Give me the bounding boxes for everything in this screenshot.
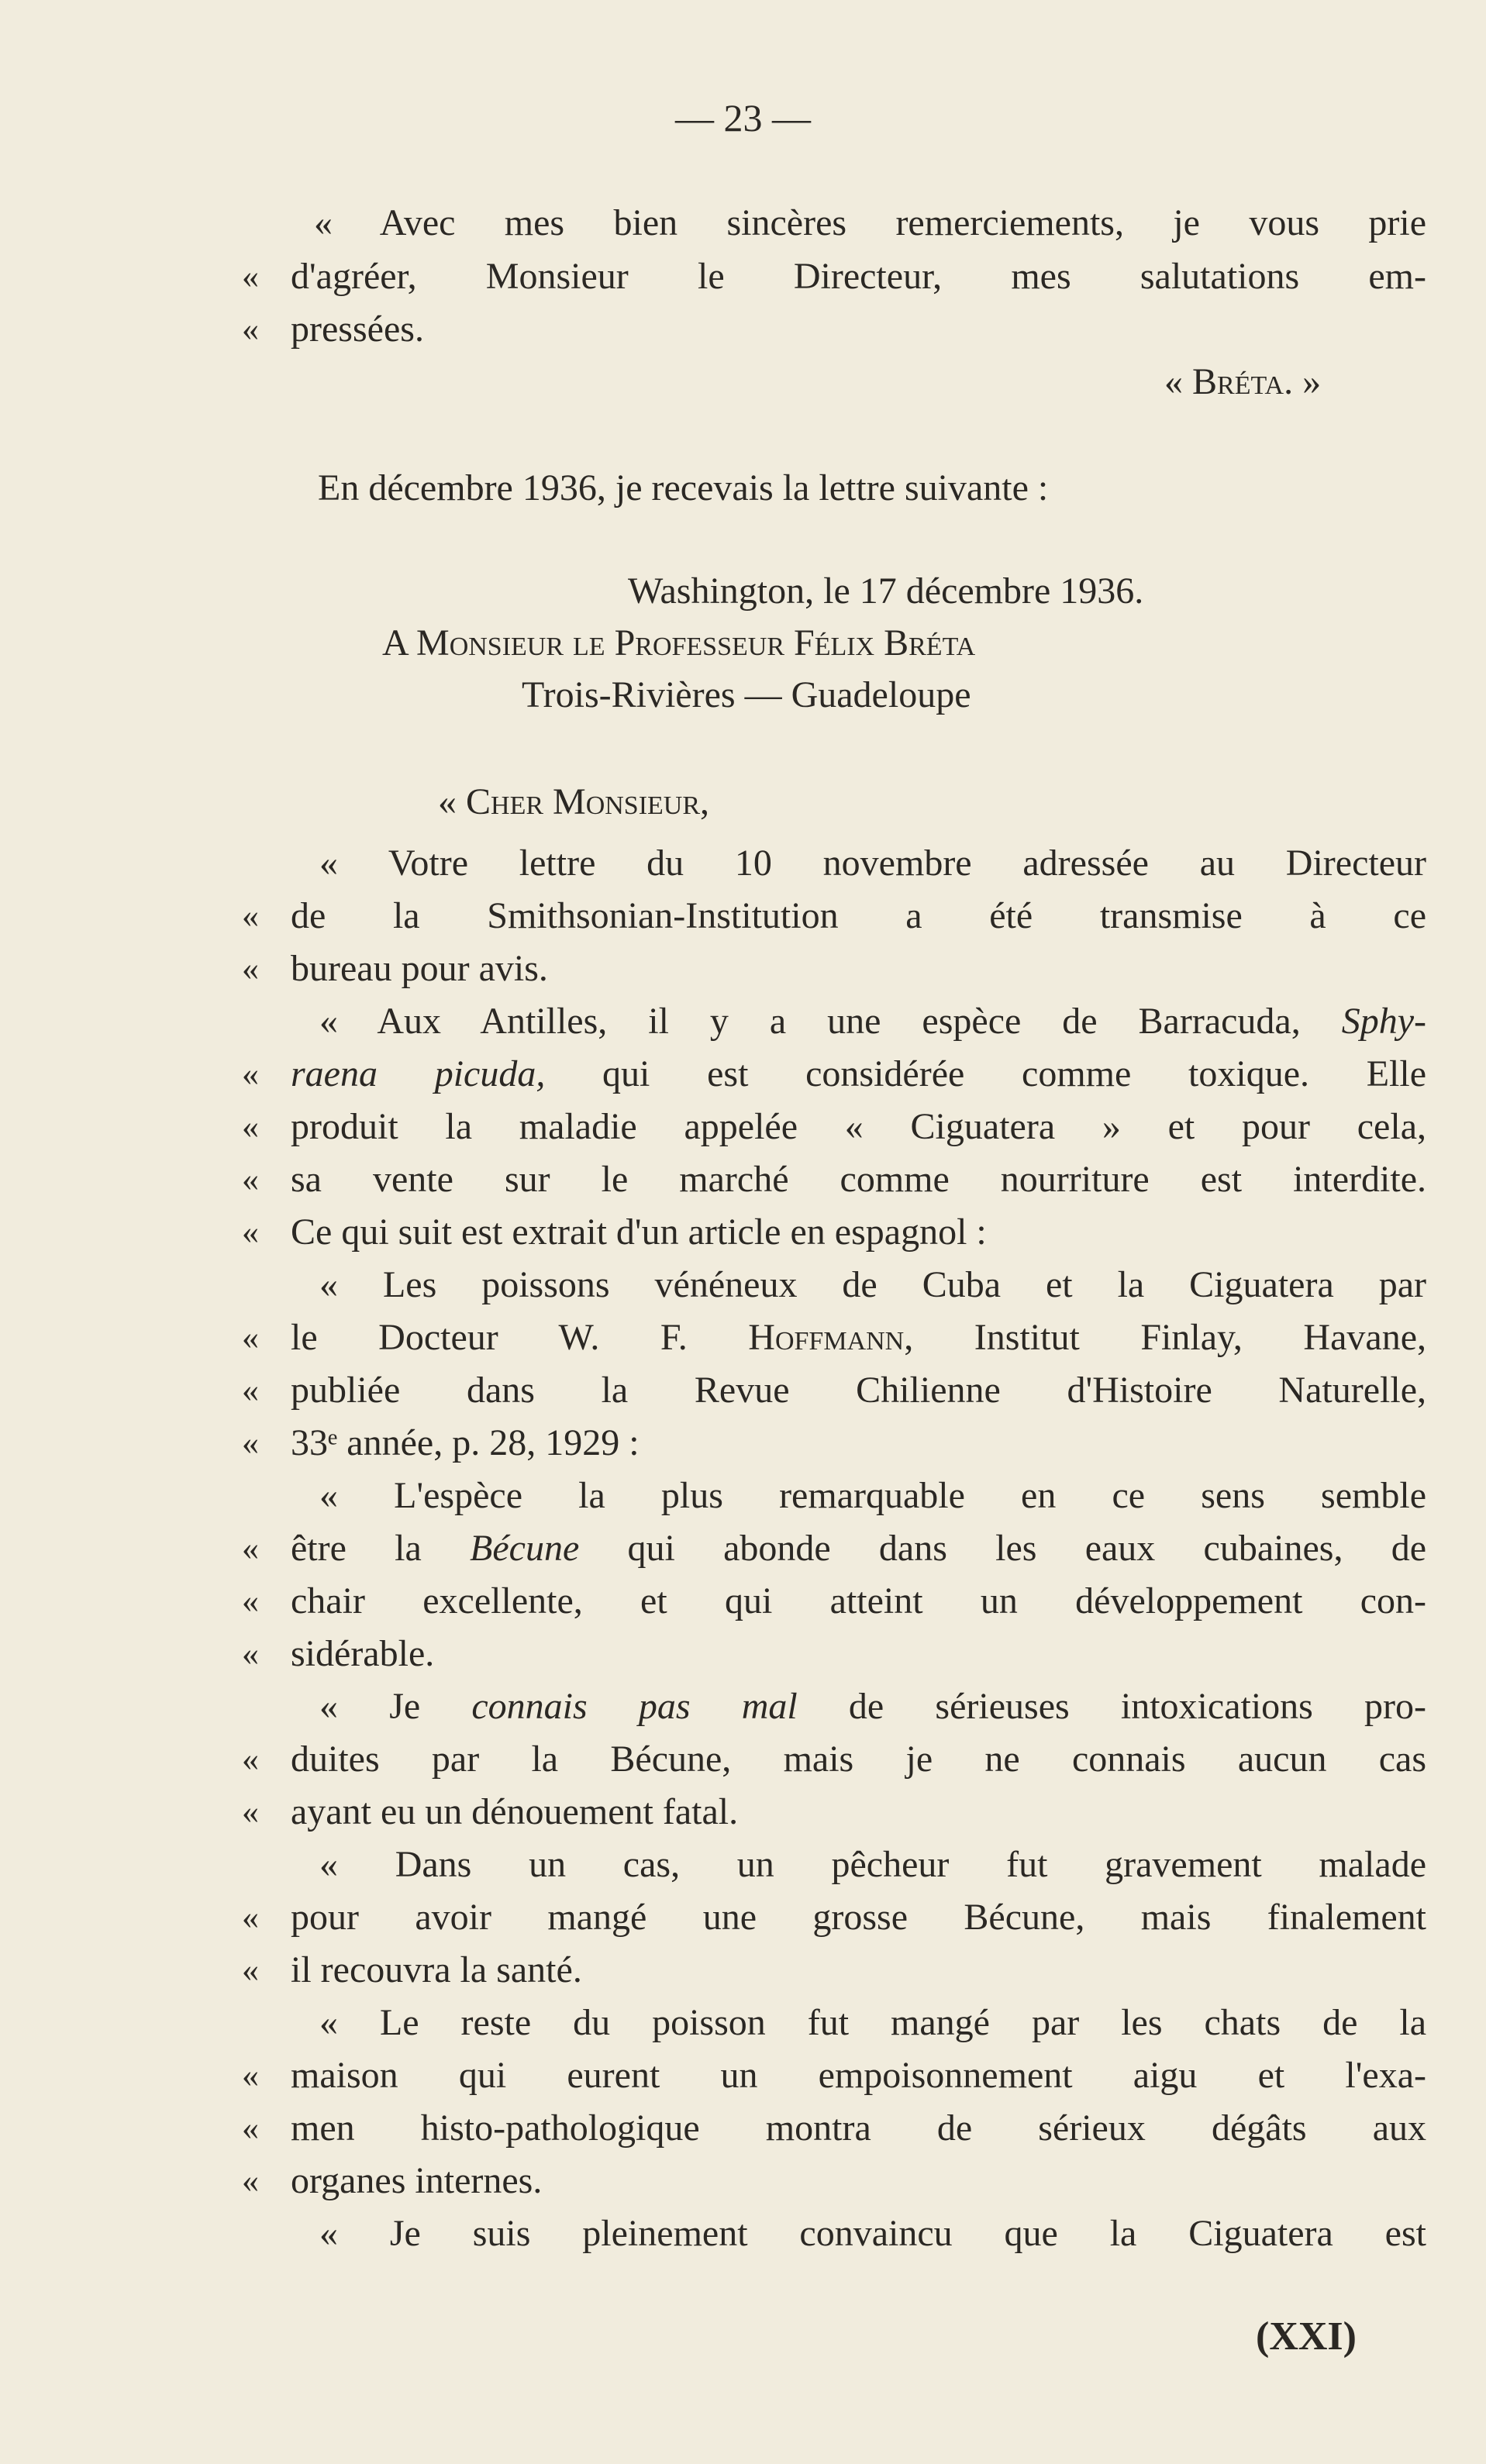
margin-quote: « xyxy=(242,1213,259,1251)
text-line: pressées. xyxy=(291,308,424,350)
salutation: « Cher Monsieur, xyxy=(438,781,710,822)
text-line: Ce qui suit est extrait d'un article en espagnol : xyxy=(291,1211,987,1253)
text-line: « Avec mes bien sincères remerciements, je vous prie xyxy=(314,202,1426,243)
recipient-location: Trois-Rivières — Guadeloupe xyxy=(522,674,971,715)
text-line: produit la maladie appelée « Ciguatera » et pour cela, xyxy=(291,1106,1426,1147)
margin-quote: « xyxy=(242,1160,259,1198)
text-line: 33ᵉ année, p. 28, 1929 : xyxy=(291,1422,640,1463)
signature-breta: « Bréta. » xyxy=(1164,361,1322,402)
margin-quote: « xyxy=(242,1108,259,1146)
margin-quote: « xyxy=(242,1055,259,1093)
text-line: le Docteur W. F. Hoffmann, Institut Finlay, Havane, xyxy=(291,1317,1427,1358)
margin-quote: « xyxy=(242,1371,259,1409)
text-line: « Le reste du poisson fut mangé par les chats de la xyxy=(319,2002,1426,2043)
margin-quote: « xyxy=(242,2056,259,2094)
margin-quote: « xyxy=(242,1635,259,1673)
text-line: publiée dans la Revue Chilienne d'Histoire Naturelle, xyxy=(291,1370,1426,1411)
margin-quote: « xyxy=(242,257,259,295)
margin-quote: « xyxy=(242,1318,259,1356)
text-line: sidérable. xyxy=(291,1633,435,1674)
text-line: duites par la Bécune, mais je ne connais aucun cas xyxy=(291,1739,1426,1780)
intro-line: En décembre 1936, je recevais la lettre suivante : xyxy=(318,467,1049,508)
margin-quote: « xyxy=(242,949,259,987)
margin-quote: « xyxy=(242,1424,259,1462)
text-line: chair excellente, et qui atteint un développement con- xyxy=(291,1580,1426,1621)
margin-quote: « xyxy=(242,1951,259,1989)
margin-quote: « xyxy=(242,310,259,348)
text-line: « Les poissons vénéneux de Cuba et la Ciguatera par xyxy=(319,1264,1426,1305)
margin-quote: « xyxy=(242,2109,259,2147)
text-line: de la Smithsonian-Institution a été transmise à ce xyxy=(291,895,1426,936)
margin-quote: « xyxy=(242,897,259,935)
text-line: organes internes. xyxy=(291,2160,543,2201)
text-line: ayant eu un dénouement fatal. xyxy=(291,1791,739,1832)
text-line: maison qui eurent un empoisonnement aigu et l'exa- xyxy=(291,2055,1426,2096)
text-line: « L'espèce la plus remarquable en ce sens semble xyxy=(319,1475,1426,1516)
text-line: « Aux Antilles, il y a une espèce de Barracuda, Sphy- xyxy=(319,1001,1426,1042)
margin-quote: « xyxy=(242,1793,259,1831)
margin-quote: « xyxy=(242,1740,259,1778)
margin-quote: « xyxy=(242,1898,259,1936)
place-date: Washington, le 17 décembre 1936. xyxy=(628,570,1144,612)
page-number: — 23 — xyxy=(675,96,811,140)
text-line: d'agréer, Monsieur le Directeur, mes salutations em- xyxy=(291,256,1426,297)
text-line: bureau pour avis. xyxy=(291,948,548,989)
signature-mark: (XXI) xyxy=(1256,2314,1357,2359)
text-line: pour avoir mangé une grosse Bécune, mais finalement xyxy=(291,1897,1426,1938)
margin-quote: « xyxy=(242,2162,259,2200)
text-line: « Dans un cas, un pêcheur fut gravement malade xyxy=(319,1844,1426,1885)
margin-quote: « xyxy=(242,1582,259,1620)
text-line: « Je suis pleinement convaincu que la Ciguatera est xyxy=(319,2213,1426,2254)
text-line: il recouvra la santé. xyxy=(291,1949,582,1990)
text-line: raena picuda, qui est considérée comme toxique. Elle xyxy=(291,1053,1427,1094)
text-line: « Votre lettre du 10 novembre adressée au Directeur xyxy=(319,843,1426,884)
margin-quote: « xyxy=(242,1529,259,1567)
text-line: men histo-pathologique montra de sérieux dégâts aux xyxy=(291,2107,1426,2149)
text-line: sa vente sur le marché comme nourriture est interdite. xyxy=(291,1159,1426,1200)
text-line: être la Bécune qui abonde dans les eaux cubaines, de xyxy=(291,1528,1427,1569)
recipient: A Monsieur le Professeur Félix Bréta xyxy=(382,622,976,663)
text-line: « Je connais pas mal de sérieuses intoxications pro- xyxy=(319,1686,1426,1727)
